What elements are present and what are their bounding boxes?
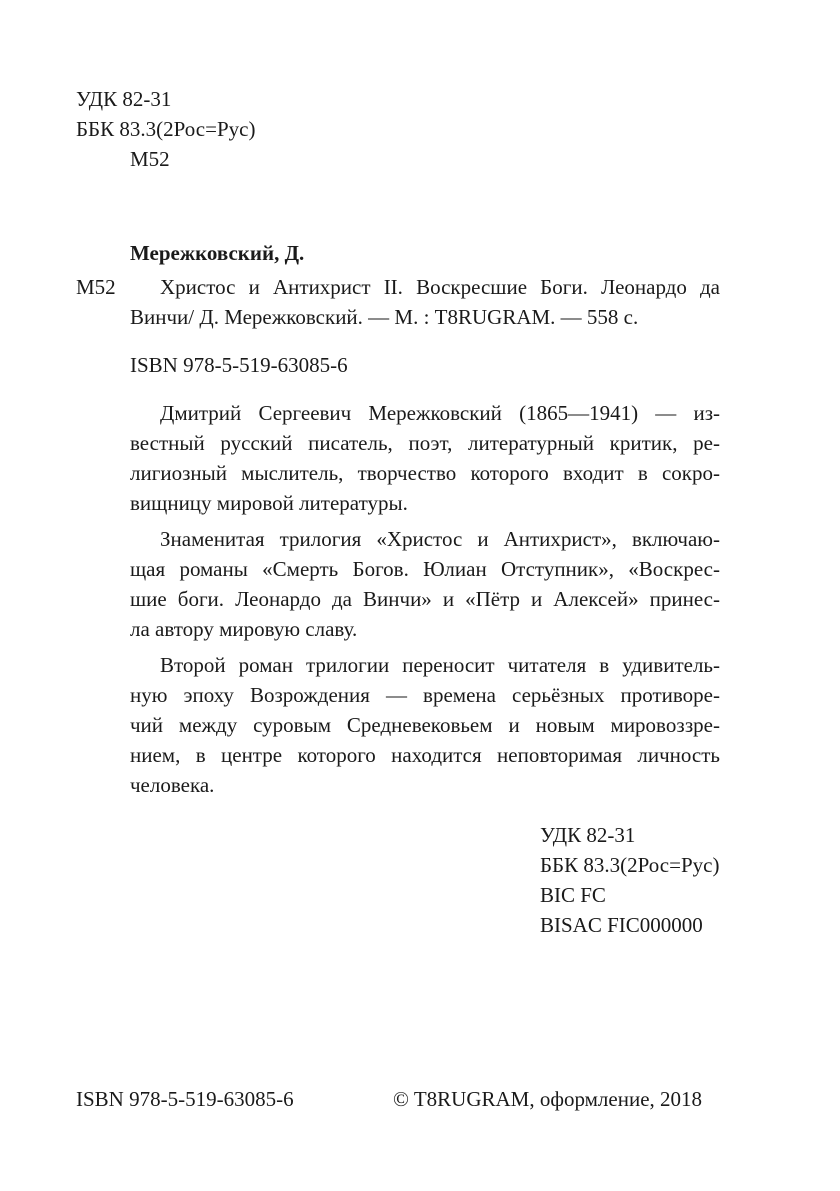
- author-heading: Мережковский, Д.: [130, 241, 305, 265]
- isbn-footer: ISBN 978-5-519-63085-6: [76, 1087, 294, 1111]
- author-code-record: М52: [76, 275, 116, 299]
- classification-bottom: [540, 820, 719, 940]
- bisac-code: BISAC FIC000000: [540, 913, 703, 937]
- udk-bottom: УДК 82-31: [540, 823, 636, 847]
- annotation-line: вищницу мировой литературы.: [130, 491, 408, 515]
- annotation-line: Знаменитая трилогия «Христос и Антихрист», включаю-: [160, 527, 720, 551]
- annotation-line: лигиозный мыслитель, творчество которого входит в сокро-: [130, 461, 720, 485]
- title-line-2: Винчи/ Д. Мережковский. — М. : T8RUGRAM. — 558 с.: [130, 305, 639, 329]
- annotation-paragraph-2: [130, 524, 720, 644]
- annotation-line: Второй роман трилогии переносит читателя в удивитель-: [160, 653, 720, 677]
- annotation-line: нием, в центре которого находится неповторимая личность: [130, 743, 720, 767]
- author-code-top: М52: [130, 147, 170, 171]
- annotation: [130, 398, 720, 806]
- annotation-line: ла автору мировую славу.: [130, 617, 358, 641]
- title-line-1: Христос и Антихрист II. Воскресшие Боги. Леонардо да: [160, 275, 720, 299]
- bbk-top: ББК 83.3(2Рос=Рус): [76, 117, 256, 141]
- bic-code: BIC FC: [540, 883, 606, 907]
- annotation-line: человека.: [130, 773, 215, 797]
- annotation-paragraph-3: [130, 650, 720, 800]
- copyright-notice: © T8RUGRAM, оформление, 2018: [393, 1087, 703, 1111]
- annotation-line: щая романы «Смерть Богов. Юлиан Отступник», «Воскрес-: [130, 557, 720, 581]
- bbk-bottom: ББК 83.3(2Рос=Рус): [540, 853, 720, 877]
- udk-top: УДК 82-31: [76, 87, 172, 111]
- annotation-line: чий между суровым Средневековьем и новым мировоззре-: [130, 713, 720, 737]
- annotation-line: ную эпоху Возрождения — времена серьёзных противоре-: [130, 683, 720, 707]
- isbn-record: ISBN 978-5-519-63085-6: [130, 353, 348, 377]
- annotation-line: шие боги. Леонардо да Винчи» и «Пётр и Алексей» принес-: [130, 587, 720, 611]
- annotation-line: Дмитрий Сергеевич Мережковский (1865—1941) — из-: [160, 401, 720, 425]
- annotation-paragraph-1: [130, 398, 720, 518]
- annotation-line: вестный русский писатель, поэт, литературный критик, ре-: [130, 431, 720, 455]
- title-description: [130, 272, 720, 332]
